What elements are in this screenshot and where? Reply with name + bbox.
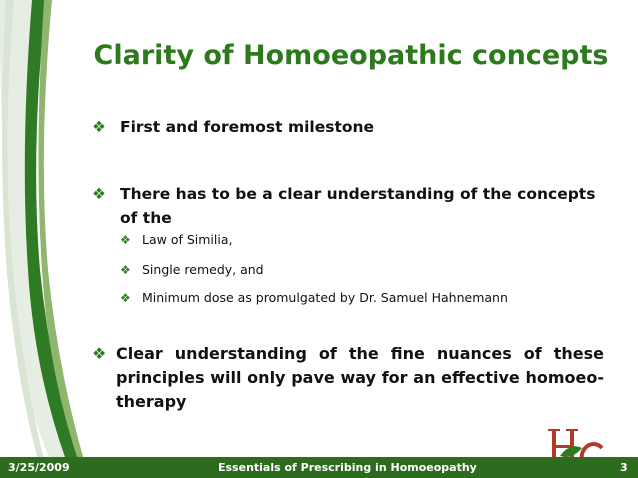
diamond-bullet-icon: ❖: [92, 185, 106, 203]
diamond-bullet-icon: ❖: [120, 291, 131, 305]
bullet-fine-nuances: [92, 342, 604, 414]
slide-title: Clarity of Homoeopathic concepts: [93, 40, 609, 71]
bullet-milestone: [92, 118, 374, 136]
diamond-bullet-icon: ❖: [120, 263, 131, 277]
footer-date: 3/25/2009: [8, 461, 70, 474]
diamond-bullet-icon: ❖: [92, 118, 106, 136]
subitem-single-remedy: [120, 262, 264, 277]
bullet-text-line2: of the: [120, 209, 172, 227]
subitem-law-of-similia: [120, 232, 232, 247]
bullet-text-line1: There has to be a clear understanding of the concepts: [120, 185, 596, 203]
diamond-bullet-icon: ❖: [92, 344, 107, 363]
bullet-text: First and foremost milestone: [120, 118, 375, 136]
footer-title: Essentials of Prescribing in Homoeopathy: [218, 461, 477, 474]
bullet-text: Clear understanding of the fine nuances of these principles will only pave way for an effective homoeo-therapy: [116, 344, 604, 411]
subitem-minimum-dose: [120, 290, 508, 305]
footer-bar: [0, 457, 638, 478]
diamond-bullet-icon: ❖: [120, 233, 131, 247]
bullet-understanding: [92, 182, 604, 230]
page-number: 3: [620, 461, 628, 474]
subitem-text: Single remedy, and: [142, 262, 264, 277]
subitem-text: Minimum dose as promulgated by Dr. Samuel Hahnemann: [142, 290, 508, 305]
subitem-text: Law of Similia,: [142, 232, 233, 247]
